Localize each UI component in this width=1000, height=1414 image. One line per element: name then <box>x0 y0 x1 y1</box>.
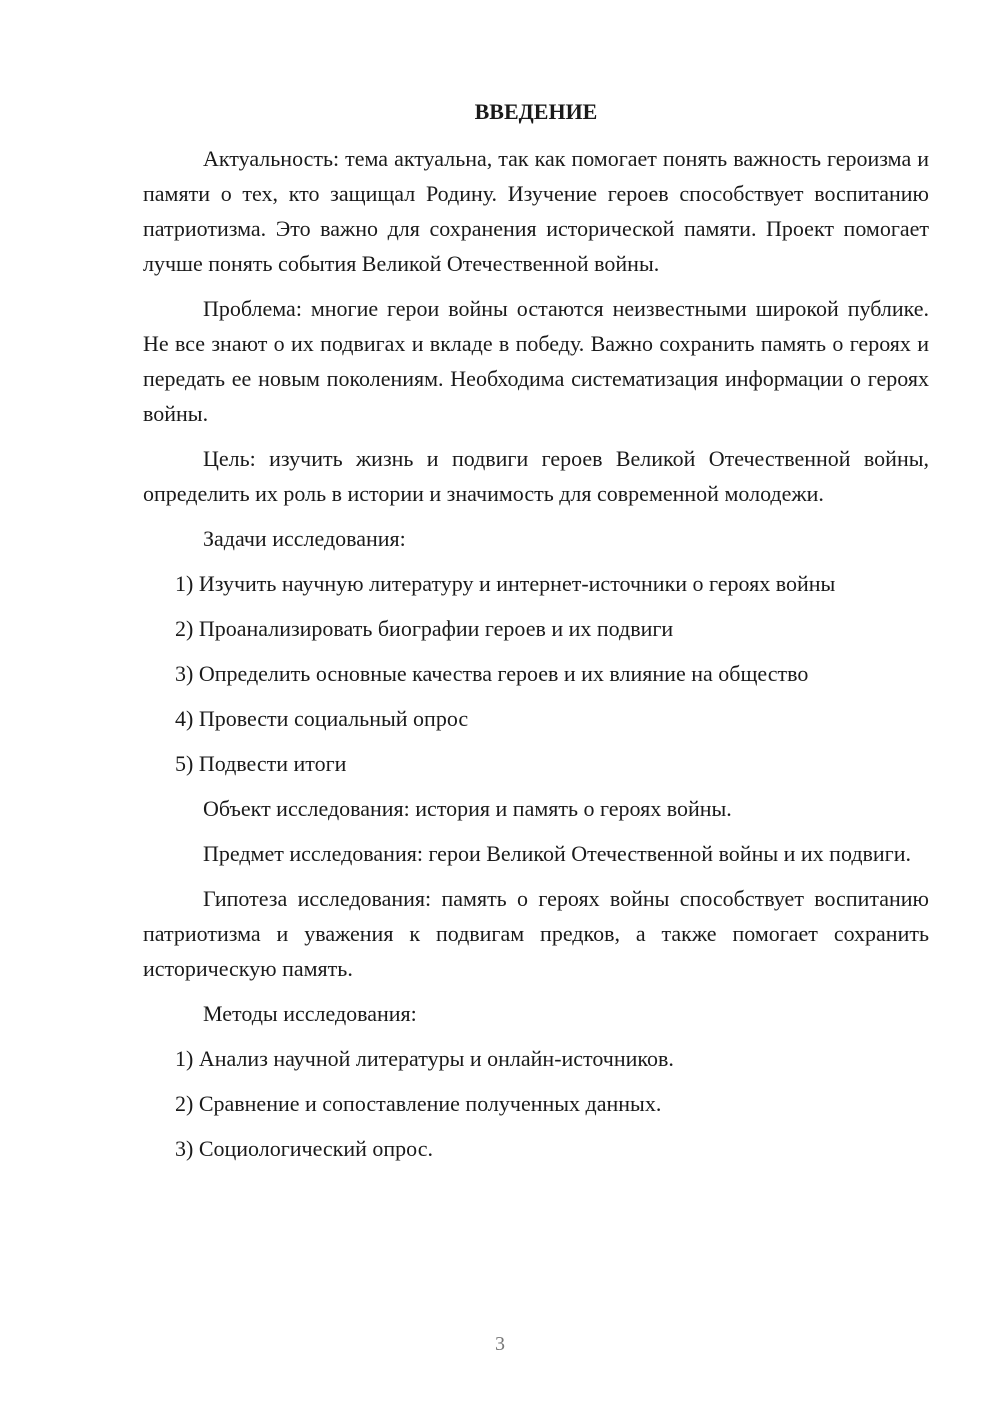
subject-paragraph: Предмет исследования: герои Великой Отечественной войны и их подвиги. <box>203 841 911 866</box>
method-item: 3) Социологический опрос. <box>175 1136 433 1161</box>
task-item: 5) Подвести итоги <box>175 751 347 776</box>
document-body <box>143 94 929 1176</box>
object-paragraph: Объект исследования: история и память о героях войны. <box>203 796 732 821</box>
tasks-list <box>143 566 929 781</box>
hypothesis-paragraph: Гипотеза исследования: память о героях войны способствует воспитанию патриотизма и уважения к подвигам предков, а также помогает сохранить историческую память. <box>143 886 929 981</box>
task-item: 1) Изучить научную литературу и интернет-источники о героях войны <box>175 571 836 596</box>
relevance-paragraph: Актуальность: тема актуальна, так как помогает понять важность героизма и памяти о тех, кто защищал Родину. Изучение героев способствует воспитанию патриотизма. Это важно для сохранения исторической памяти. Проект помогает лучше понять события Великой Отечественной войны. <box>143 146 929 276</box>
task-item: 2) Проанализировать биографии героев и их подвиги <box>175 616 674 641</box>
method-item: 2) Сравнение и сопоставление полученных данных. <box>175 1091 662 1116</box>
page-title: ВВЕДЕНИЕ <box>474 99 598 124</box>
methods-list <box>143 1041 929 1166</box>
task-item: 4) Провести социальный опрос <box>175 706 469 731</box>
goal-paragraph: Цель: изучить жизнь и подвиги героев Великой Отечественной войны, определить их роль в истории и значимость для современной молодежи. <box>143 446 929 506</box>
page-number: 3 <box>495 1333 505 1355</box>
method-item: 1) Анализ научной литературы и онлайн-источников. <box>175 1046 674 1071</box>
task-item: 3) Определить основные качества героев и их влияние на общество <box>175 661 809 686</box>
tasks-heading: Задачи исследования: <box>203 526 406 551</box>
problem-paragraph: Проблема: многие герои войны остаются неизвестными широкой публике. Не все знают о их подвигах и вкладе в победу. Важно сохранить память о героях и передать ее новым поколениям. Необходима систематизация информации о героях войны. <box>143 296 929 426</box>
methods-heading: Методы исследования: <box>203 1001 417 1026</box>
